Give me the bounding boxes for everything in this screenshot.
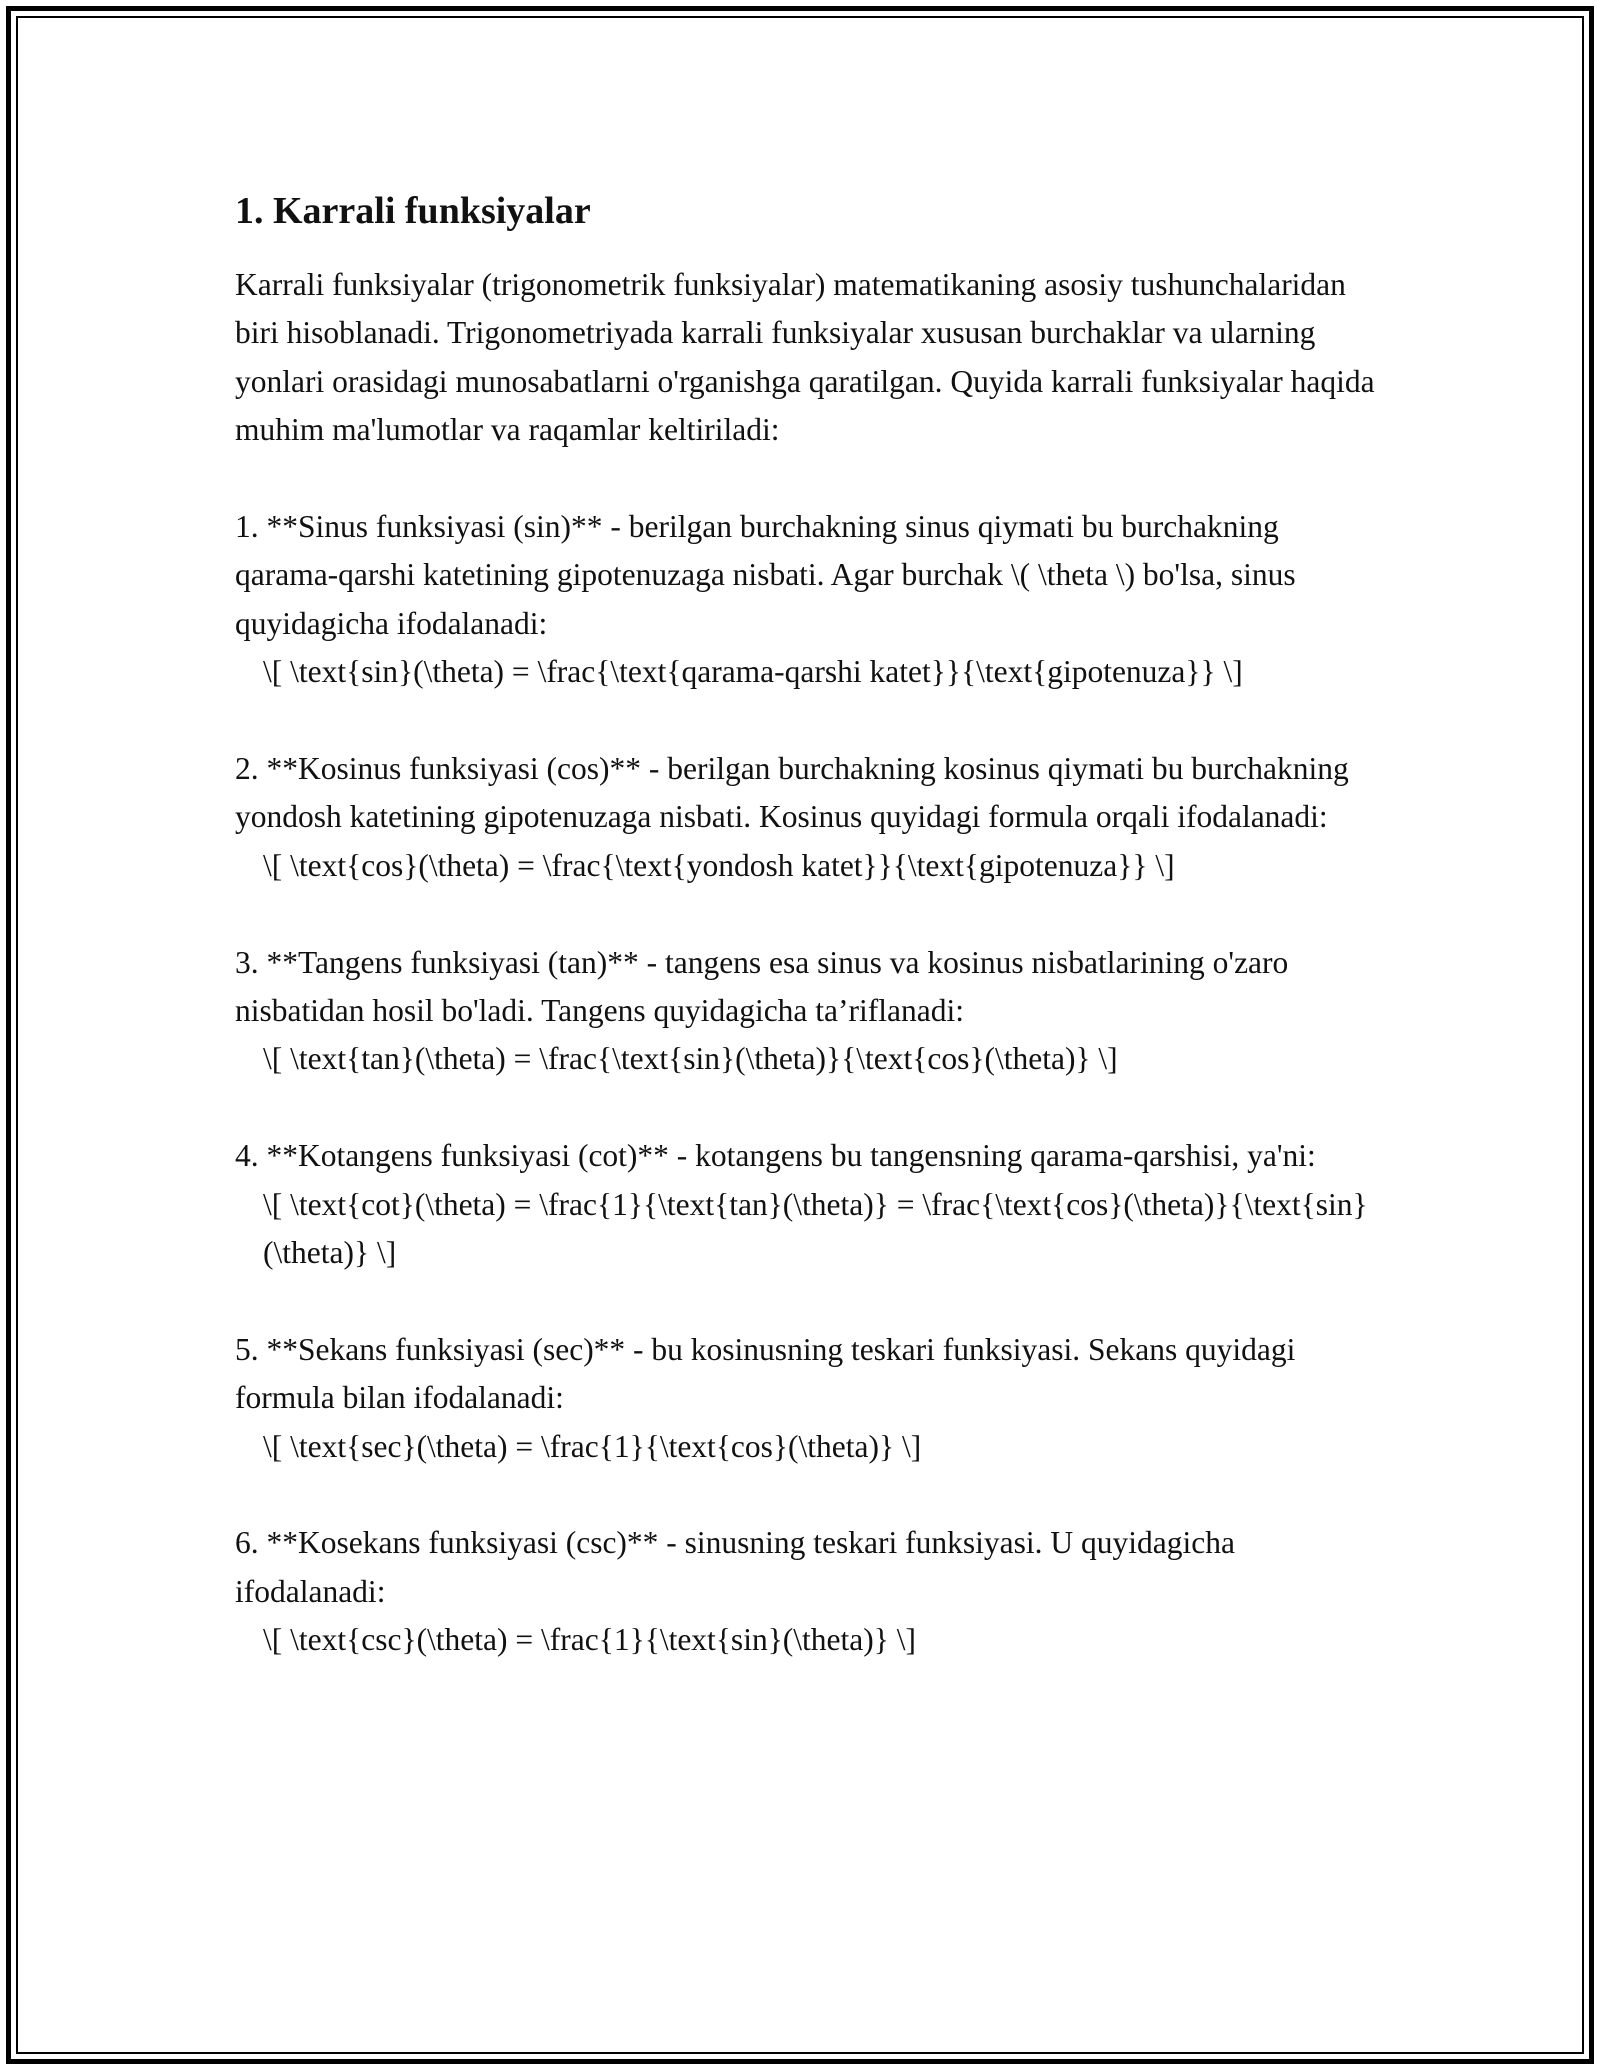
- list-item-text: 4. **Kotangens funksiyasi (cot)** - kotangens bu tangensning qarama-qarshisi, ya'ni:: [235, 1138, 1316, 1174]
- list-item-sekans: [235, 1326, 1375, 1471]
- list-item-text: 6. **Kosekans funksiyasi (csc)** - sinusning teskari funksiyasi. U quyidagicha ifodalanadi:: [235, 1525, 1235, 1609]
- list-item-text: 5. **Sekans funksiyasi (sec)** - bu kosinusning teskari funksiyasi. Sekans quyidagi formula bilan ifodalanadi:: [235, 1331, 1296, 1416]
- formula-line: \[ \text{csc}(\theta) = \frac{1}{\text{sin}(\theta)} \]: [263, 1622, 916, 1658]
- list-item-kosekans: [235, 1519, 1375, 1664]
- document-body: [235, 185, 1375, 1665]
- list-item-kosinus: [235, 745, 1375, 890]
- formula-line: \[ \text{sin}(\theta) = \frac{\text{qarama-qarshi katet}}{\text{gipotenuza}} \]: [263, 654, 1243, 690]
- formula-line: \[ \text{cot}(\theta) = \frac{1}{\text{tan}(\theta)} = \frac{\text{cos}(\theta)}{\text{sin}(\theta)} \]: [263, 1186, 1368, 1271]
- list-item-kotangens: [235, 1132, 1375, 1277]
- list-item-text: 2. **Kosinus funksiyasi (cos)** - berilgan burchakning kosinus qiymati bu burchakning yondosh katetining gipotenuzaga nisbati. Kosinus quyidagi formula orqali ifodalanadi:: [235, 751, 1349, 835]
- list-item-sinus: [235, 503, 1375, 697]
- list-item-text: 3. **Tangens funksiyasi (tan)** - tangens esa sinus va kosinus nisbatlarining o'zaro nisbatidan hosil bo'ladi. Tangens quyidagicha ta’riflanadi:: [235, 944, 1289, 1029]
- intro-paragraph: Karrali funksiyalar (trigonometrik funksiyalar) matematikaning asosiy tushunchalaridan biri hisoblanadi. Trigonometriyada karrali funksiyalar xususan burchaklar va ularning yonlari orasidagi munosabatlarni o'rganishga qaratilgan. Quyida karrali funksiyalar haqida muhim ma'lumotlar va raqamlar keltiriladi:: [235, 267, 1375, 448]
- formula-line: \[ \text{cos}(\theta) = \frac{\text{yondosh katet}}{\text{gipotenuza}} \]: [263, 847, 1175, 883]
- section-heading: 1. Karrali funksiyalar: [235, 190, 591, 232]
- formula-line: \[ \text{sec}(\theta) = \frac{1}{\text{cos}(\theta)} \]: [263, 1428, 922, 1464]
- list-item-text: 1. **Sinus funksiyasi (sin)** - berilgan burchakning sinus qiymati bu burchakning qarama-qarshi katetining gipotenuzaga nisbati. Agar burchak \( \theta \) bo'lsa, sinus quyidagicha ifodalanadi:: [235, 509, 1296, 641]
- list-item-tangens: [235, 939, 1375, 1084]
- formula-line: \[ \text{tan}(\theta) = \frac{\text{sin}(\theta)}{\text{cos}(\theta)} \]: [263, 1041, 1118, 1077]
